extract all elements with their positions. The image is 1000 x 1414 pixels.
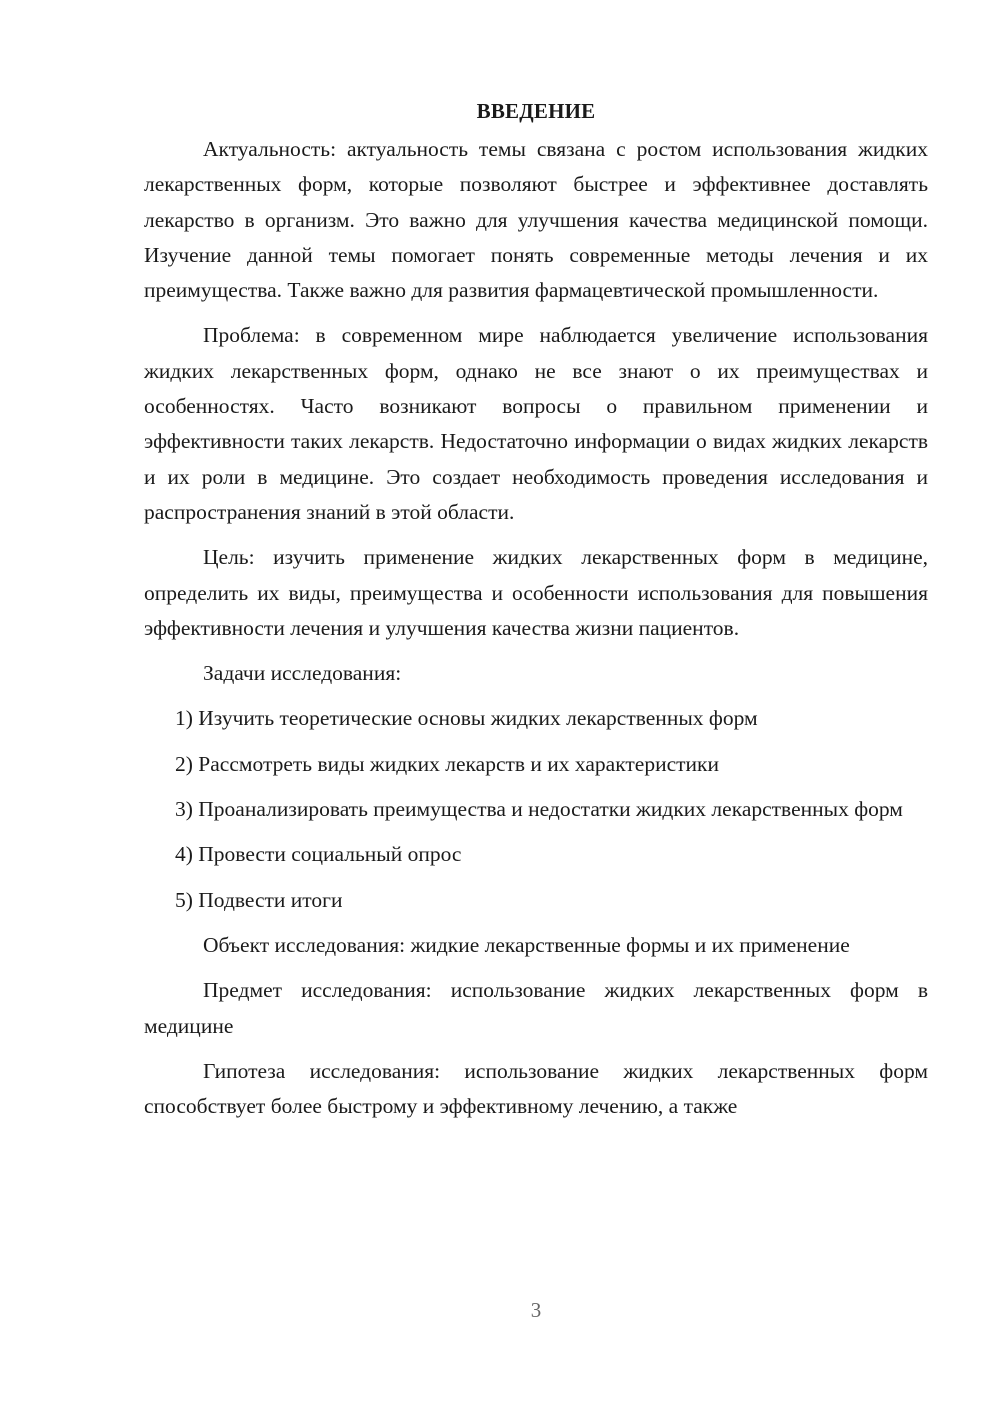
tasks-heading: Задачи исследования: xyxy=(203,661,402,686)
list-item: 2) Рассмотреть виды жидких лекарств и их характеристики xyxy=(175,751,719,776)
paragraph-relevance: Актуальность: актуальность темы связана с ростом использования жидких лекарственных форм, которые позволяют быстрее и эффективнее доставлять лекарство в организм. Это важно для улучшения качества медицинской помощи. Изучение данной темы помогает понять современные методы лечения и их преимущества. Также важно для развития фармацевтической промышленности. xyxy=(144,137,928,303)
tasks-list xyxy=(144,701,928,917)
list-item: 5) Подвести итоги xyxy=(175,887,343,912)
list-item: 3) Проанализировать преимущества и недостатки жидких лекарственных форм xyxy=(175,797,903,822)
paragraph-subject: Предмет исследования: использование жидких лекарственных форм в медицине xyxy=(144,978,928,1038)
paragraph-goal: Цель: изучить применение жидких лекарственных форм в медицине, определить их виды, преимущества и особенности использования для повышения эффективности лечения и улучшения качества жизни пациентов. xyxy=(144,545,928,640)
paragraph-object: Объект исследования: жидкие лекарственные формы и их применение xyxy=(203,932,850,957)
paragraph-problem: Проблема: в современном мире наблюдается увеличение использования жидких лекарственных форм, однако не все знают о их преимуществах и особенностях. Часто возникают вопросы о правильном применении и эффективности таких лекарств. Недостаточно информации о видах жидких лекарств и их роли в медицине. Это создает необходимость проведения исследования и распространения знаний в этой области. xyxy=(144,323,928,524)
section-title: ВВЕДЕНИЕ xyxy=(476,99,596,123)
list-item: 4) Провести социальный опрос xyxy=(175,842,462,867)
page-number: 3 xyxy=(530,1298,542,1322)
document-body xyxy=(144,96,928,1134)
list-item: 1) Изучить теоретические основы жидких лекарственных форм xyxy=(175,706,758,731)
paragraph-hypothesis: Гипотеза исследования: использование жидких лекарственных форм способствует более быстрому и эффективному лечению, а также xyxy=(144,1058,928,1119)
